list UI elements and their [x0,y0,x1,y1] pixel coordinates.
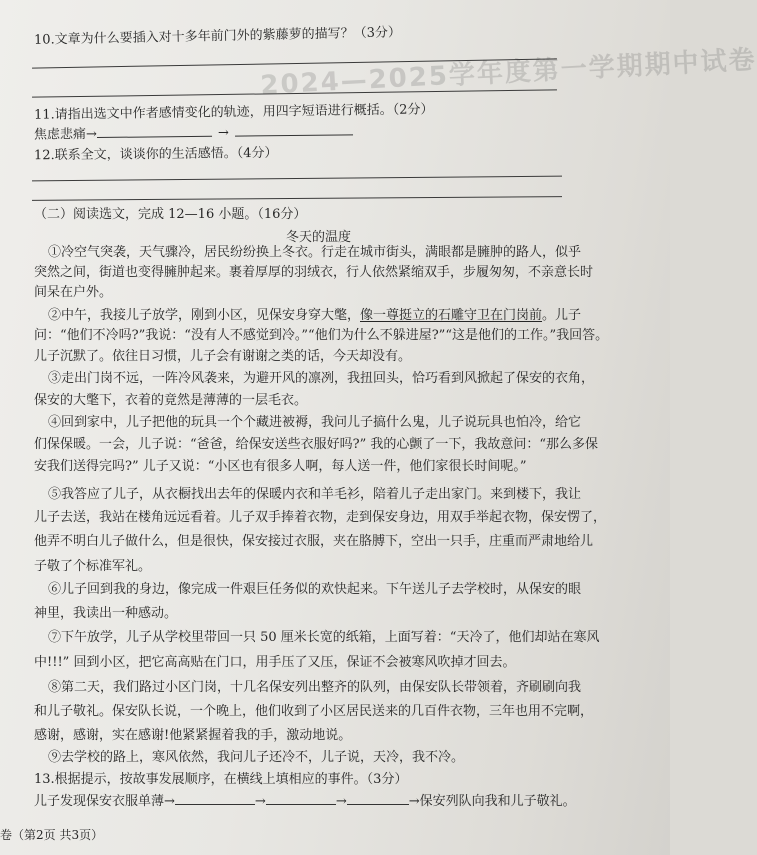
answer-line-q12-1 [32,176,562,182]
p1-line-1: ①冷空气突袭，天气骤冷，居民纷纷换上冬衣。行走在城市街头，满眼都是臃肿的路人，似乎 [48,245,582,260]
p9-line-1: ⑨去学校的路上，寒风依然，我问儿子还冷不，儿子说，天冷，我不冷。 [48,750,465,765]
p2-line-1a: ②中午，我接儿子放学，刚到小区，见保安身穿大氅， [48,308,361,323]
question-11: 11.请指出选文中作者感情变化的轨迹，用四字短语进行概括。（2分） [33,102,434,123]
p5-line-4: 子敬了个标准军礼。 [34,559,152,574]
p2-line-3: 儿子沉默了。依往日习惯，儿子会有谢谢之类的话，今天却没有。 [34,349,412,364]
p6-line-2: 神里，我读出一种感动。 [34,606,178,621]
section-heading: （二）阅读选文，完成 12—16 小题。（16分） [34,207,307,222]
question-10: 10.文章为什么要插入对十多年前门外的紫藤萝的描写？（3分） [33,25,402,48]
q13-arrow-2: → [335,794,347,809]
page-footer: 卷（第2页 共3页） [0,828,104,842]
q13-blank-2[interactable] [266,792,336,805]
p8-line-2: 和儿子敬礼。保安队长说，一个晚上，他们收到了小区居民送来的几百件衣物，三年也用不完啊， [34,704,594,719]
p5-line-2: 儿子去送，我站在楼角远远看着。儿子双手捧着衣物，走到保安身边，用双手举起衣物，保安愣了， [34,510,607,525]
q11-chain [34,122,353,143]
p4-line-2: 们保保暖。一会，儿子说：“爸爸，给保安送些衣服好吗?” 我的心颤了一下，我故意问：“那么多保 [34,437,599,452]
p4-line-3: 安我们送得完吗?” 儿子又说：“小区也有很多人啊，每人送一件，他们家很长时间呢。” [34,459,527,474]
q11-blank-2[interactable] [235,122,353,136]
p2-line-1c: 。儿子 [542,308,582,323]
p7-line-2: 中!!!” 回到小区，把它高高贴在门口，用手压了又压，保证不会被寒风吹掉才回去。 [34,655,516,670]
p5-line-1: ⑤我答应了儿子，从衣橱找出去年的保暖内衣和羊毛衫，陪着儿子走出家门。来到楼下，我让 [48,487,582,502]
p2-underlined-phrase: 像一尊挺立的石雕守卫在门岗前 [360,308,543,323]
p5-line-3: 他弄不明白儿子做什么，但是很快，保安接过衣服，夹在胳膊下，空出一只手，庄重而严肃地给儿 [34,534,594,549]
q11-arrow: → [217,125,229,141]
p4-line-1: ④回到家中，儿子把他的玩具一个个藏进被褥，我问儿子搞什么鬼，儿子说玩具也怕冷，给它 [48,415,582,430]
p1-line-2: 突然之间，街道也变得臃肿起来。裹着厚厚的羽绒衣，行人依然紧缩双手，步履匆匆，不亲意长时 [34,265,594,280]
q13-chain [34,792,576,810]
p8-line-3: 感谢，感谢，实在感谢!他紧紧握着我的手，激动地说。 [34,728,352,743]
p1-line-3: 间呆在户外。 [34,285,113,300]
p8-line-1: ⑧第二天，我们路过小区门岗，十几名保安列出整齐的队列，由保安队长带领着，齐刷刷向我 [48,680,582,695]
p2-line-2: 问：“他们不冷吗?”我说：“没有人不感觉到冷。”“他们为什么不躲进屋?”“这是他们的工作。”我回答。 [34,328,609,343]
q13-end: →保安列队向我和儿子敬礼。 [408,794,576,809]
bleed-through-text: 2024—2025学年度第一学期期中试卷 [259,45,757,101]
q11-start: 焦虑悲痛→ [33,127,97,143]
q13-start: 儿子发现保安衣服单薄→ [34,794,175,809]
article-title: 冬天的温度 [286,230,352,245]
p2-line-1 [48,307,581,324]
q11-blank-1[interactable] [97,124,212,138]
answer-line-q12-2 [32,196,562,201]
p3-line-1: ③走出门岗不远，一阵冷风袭来，为避开风的凛冽，我扭回头，恰巧看到风掀起了保安的衣角， [48,371,595,386]
question-13: 13.根据提示，按故事发展顺序，在横线上填相应的事件。（3分） [34,772,408,787]
p3-line-2: 保安的大氅下，衣着的竟然是薄薄的一层毛衣。 [34,393,308,408]
p7-line-1: ⑦下午放学，儿子从学校里带回一只 50 厘米长宽的纸箱，上面写着：“天冷了，他们却站在寒风 [48,630,600,645]
q13-arrow-1: → [254,794,266,809]
question-12: 12.联系全文，谈谈你的生活感悟。（4分） [33,145,278,164]
q13-blank-1[interactable] [175,792,255,805]
q13-blank-3[interactable] [347,792,409,805]
p6-line-1: ⑥儿子回到我的身边，像完成一件艰巨任务似的欢快起来。下午送儿子去学校时，从保安的眼 [48,582,582,597]
